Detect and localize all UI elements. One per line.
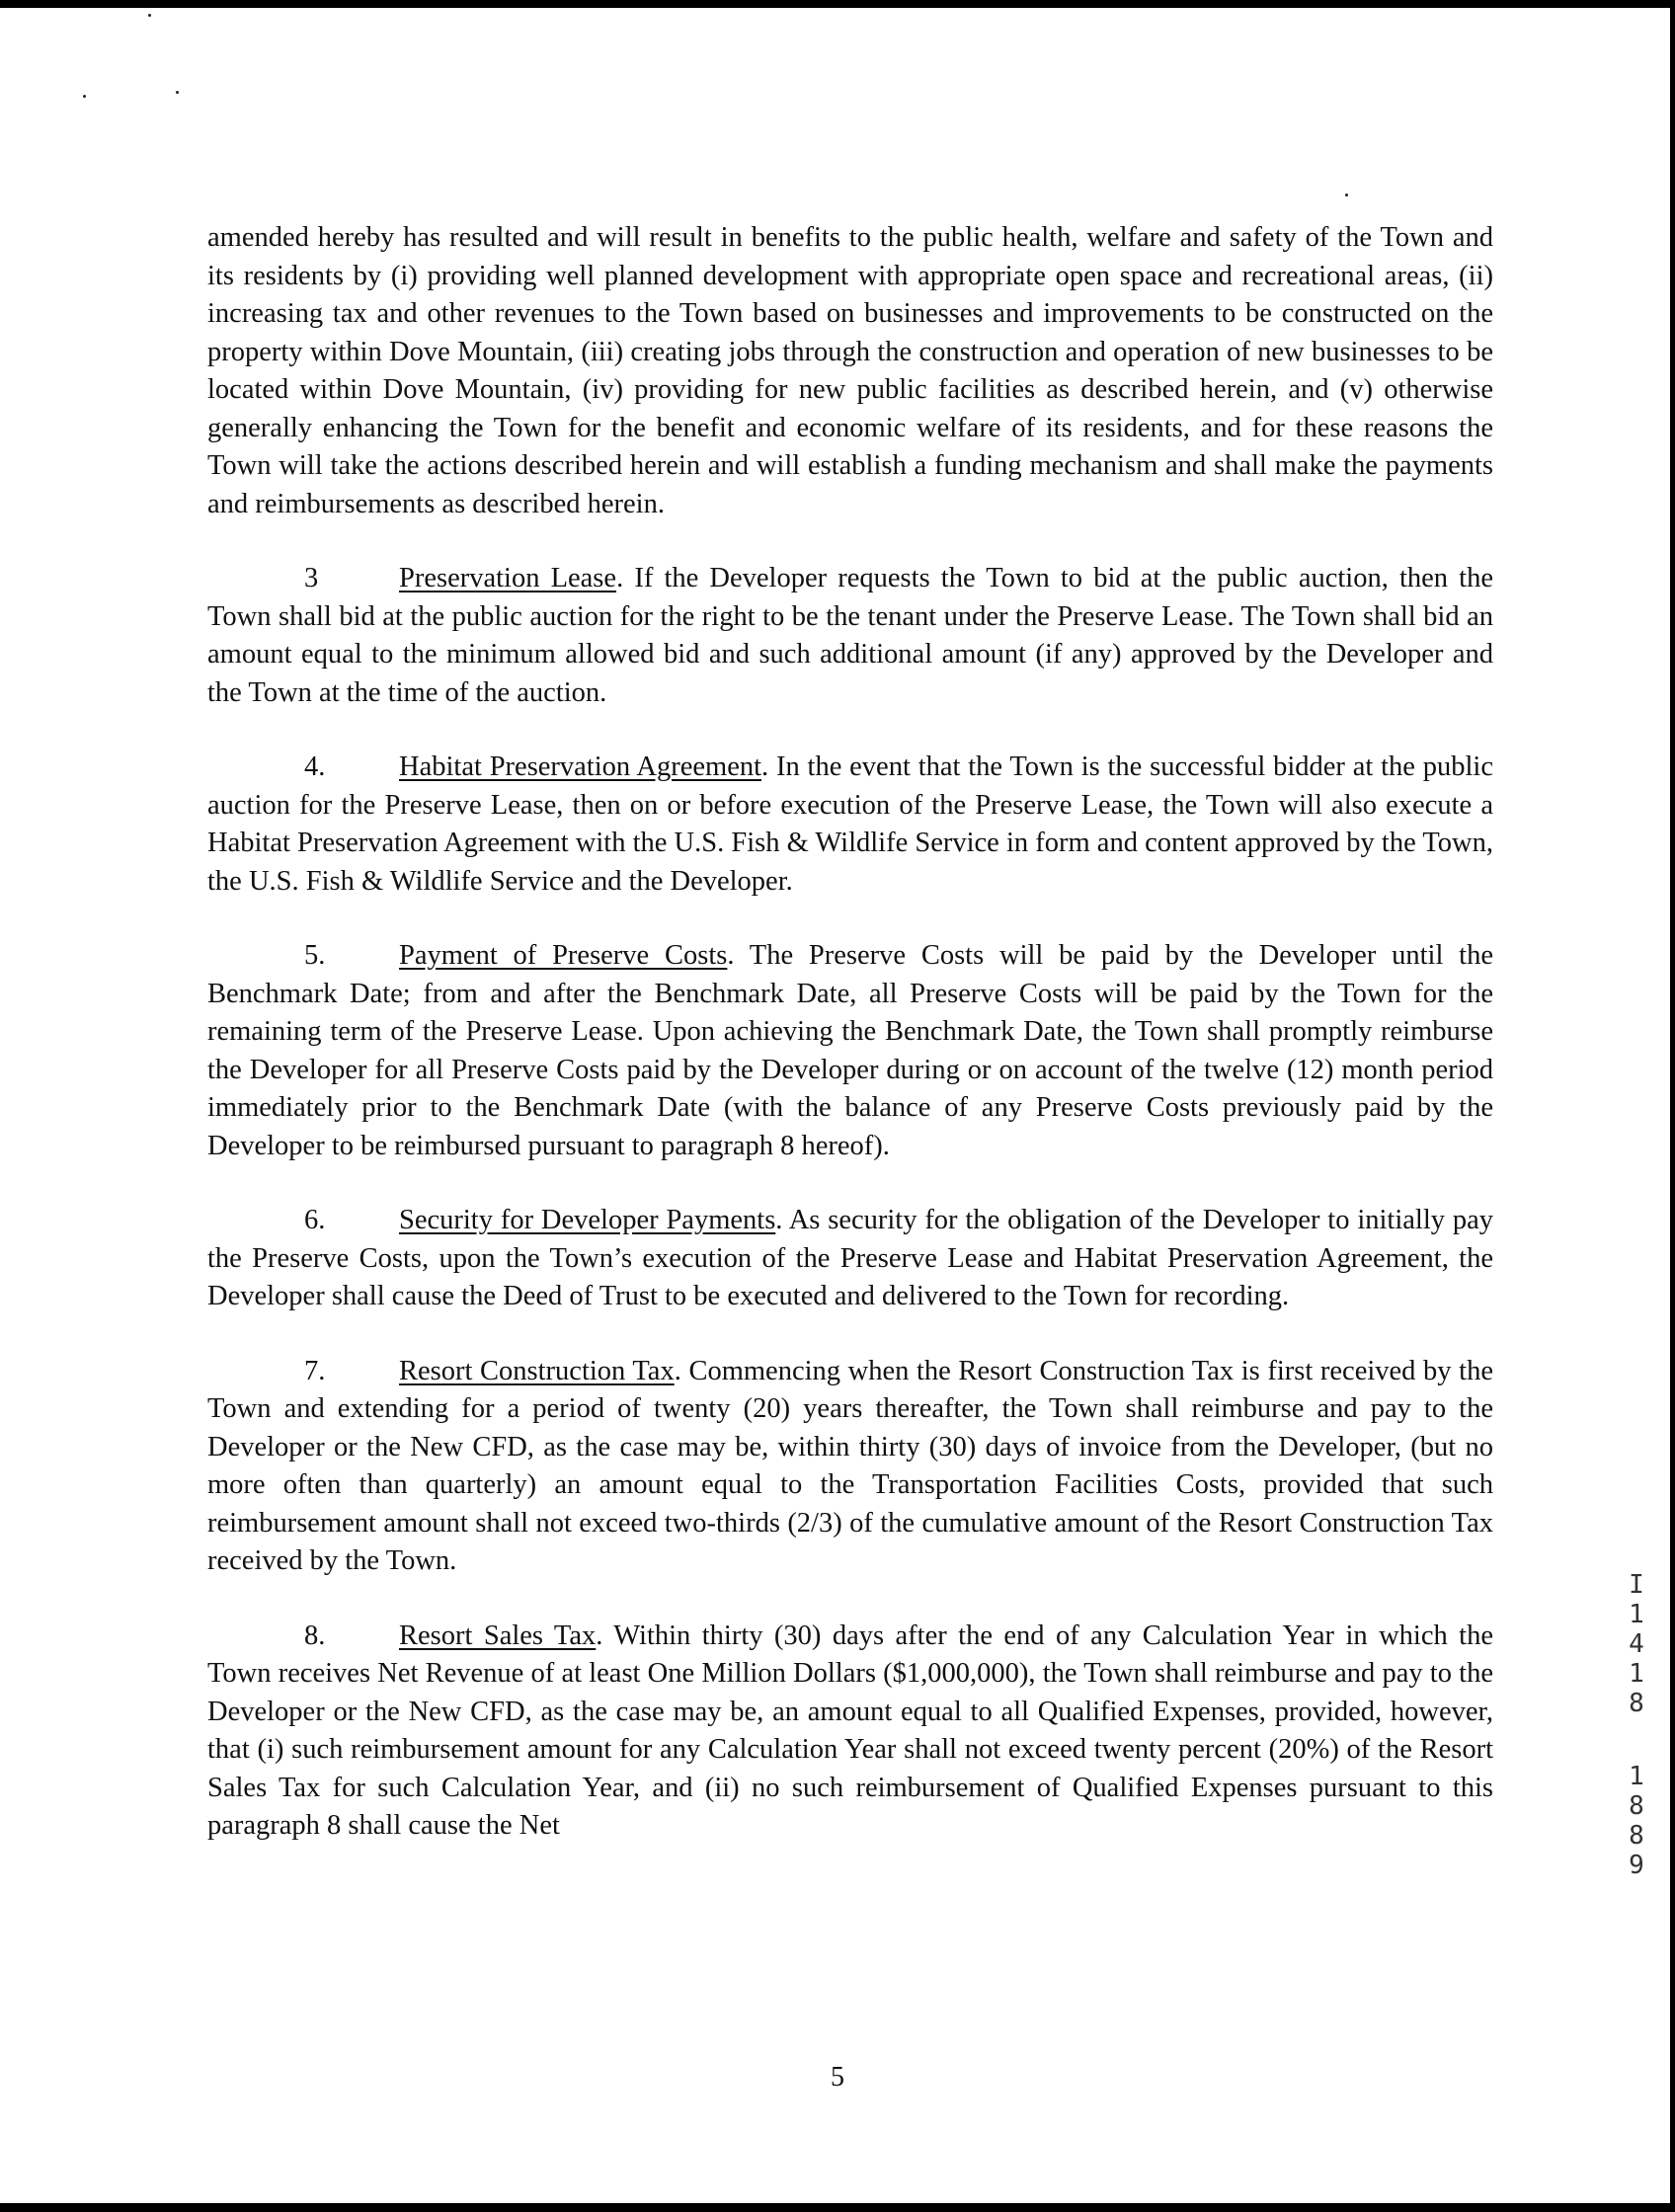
bates-stamp: [1622, 1570, 1651, 1880]
paragraph-intro: [207, 219, 1493, 523]
paragraph-number: 7.: [304, 1355, 326, 1386]
stamp-char: 1: [1629, 1600, 1644, 1629]
paragraph-number: 6.: [304, 1205, 326, 1235]
stamp-char: 9: [1629, 1851, 1644, 1880]
page-number: 5: [831, 2062, 844, 2093]
paragraph-5: 5. Payment of Preserve Costs. The Preserve Costs will be paid by the Developer until the Benchmark Date; from and after the Benchmark Date, all Preserve Costs will be paid by the Town for the remaining term of the Preserve Lease. Upon achieving the Benchmark Date, the Town shall promptly reimburse the Developer for all Preserve Costs paid by the Developer during or on account of the twelve (12) month period immediately prior to the Benchmark Date (with the balance of any Preserve Costs previously paid by the Developer to be reimbursed pursuant to paragraph 8 hereof).: [207, 937, 1493, 1165]
stamp-char: 8: [1629, 1791, 1644, 1821]
paragraph-number: 4.: [304, 751, 326, 782]
paragraph-text: As security for the obligation of the Developer to initially pay the Preserve Costs, upon the Town’s execution of the Preserve Lease and Habitat Preservation Agreement, the Developer shall cause the Deed of Trust to be executed and delivered to the Town for recording.: [207, 1205, 1493, 1311]
scan-speck: [176, 91, 179, 94]
stamp-char: 1: [1629, 1762, 1644, 1791]
paragraph-number: 5.: [304, 940, 326, 971]
paragraph-4: 4. Habitat Preservation Agreement. In the event that the Town is the successful bidder at the public auction for the Preserve Lease, then on or before execution of the Preserve Lease, the Town will also execute a Habitat Preservation Agreement with the U.S. Fish & Wildlife Service in form and content approved by the Town, the U.S. Fish & Wildlife Service and the Developer.: [207, 749, 1493, 901]
stamp-char: 8: [1629, 1821, 1644, 1851]
stamp-char: I: [1629, 1570, 1644, 1600]
stamp-char: 4: [1629, 1629, 1644, 1659]
scan-edge-bottom: [0, 2203, 1675, 2212]
stamp-char: 1: [1629, 1659, 1644, 1689]
paragraph-heading: Resort Sales Tax: [399, 1620, 597, 1651]
paragraph-text: In the event that the Town is the successful bidder at the public auction for the Preserve Lease, then on or before execution of the Preserve Lease, the Town will also execute a Habitat Preservation Agreement with the U.S. Fish & Wildlife Service in form and content approved by the Town, the U.S. Fish & Wildlife Service and the Developer.: [207, 751, 1493, 897]
paragraph-number: 8.: [304, 1620, 326, 1651]
document-body: [207, 219, 1493, 1882]
paragraph-heading: Security for Developer Payments: [399, 1205, 776, 1235]
paragraph-heading: Payment of Preserve Costs: [399, 940, 728, 971]
paragraph-text: amended hereby has resulted and will result in benefits to the public health, welfare and safety of the Town and its residents by (i) providing well planned development with appropriate open space and recreational areas, (ii) increasing tax and other revenues to the Town based on businesses and improvements to be constructed on the property within Dove Mountain, (iii) creating jobs through the construction and operation of new businesses to be located within Dove Mountain, (iv) providing for new public facilities as described herein, and (v) otherwise generally enhancing the Town for the benefit and economic welfare of its residents, and for these reasons the Town will take the actions described herein and will establish a funding mechanism and shall make the payments and reimbursements as described herein.: [207, 222, 1493, 519]
stamp-char: 8: [1629, 1689, 1644, 1718]
paragraph-heading: Resort Construction Tax: [399, 1355, 675, 1386]
scan-edge-right: [1670, 0, 1675, 2212]
paragraph-8: 8. Resort Sales Tax. Within thirty (30) days after the end of any Calculation Year in which the Town receives Net Revenue of at least One Million Dollars ($1,000,000), the Town shall reimburse and pay to the Developer or the New CFD, as the case may be, an amount equal to all Qualified Expenses, provided, however, that (i) such reimbursement amount for any Calculation Year shall not exceed twenty percent (20%) of the Resort Sales Tax for such Calculation Year, and (ii) no such reimbursement of Qualified Expenses pursuant to this paragraph 8 shall cause the Net: [207, 1618, 1493, 1846]
paragraph-text: If the Developer requests the Town to bid at the public auction, then the Town shall bid at the public auction for the right to be the tenant under the Preserve Lease. The Town shall bid an amount equal to the minimum allowed bid and such additional amount (if any) approved by the Developer and the Town at the time of the auction.: [207, 563, 1494, 708]
scan-speck: [83, 95, 86, 98]
scan-edge-top: [0, 0, 1675, 8]
paragraph-heading: Habitat Preservation Agreement: [399, 751, 762, 782]
paragraph-text: Commencing when the Resort Construction Tax is first received by the Town and extending for a period of twenty (20) years thereafter, the Town shall reimburse and pay to the Developer or the New CFD, as the case may be, within thirty (30) days of invoice from the Developer, (but no more often than quarterly) an amount equal to the Transportation Facilities Costs, provided that such reimbursement amount shall not exceed two-thirds (2/3) of the cumulative amount of the Resort Construction Tax received by the Town.: [207, 1355, 1493, 1576]
scan-speck: [1345, 194, 1348, 197]
scan-speck: [148, 14, 151, 17]
paragraph-number: 3: [304, 563, 319, 593]
paragraph-6: 6. Security for Developer Payments. As security for the obligation of the Developer to initially pay the Preserve Costs, upon the Town’s execution of the Preserve Lease and Habitat Preservation Agreement, the Developer shall cause the Deed of Trust to be executed and delivered to the Town for recording.: [207, 1202, 1493, 1316]
paragraph-7: 7. Resort Construction Tax. Commencing when the Resort Construction Tax is first received by the Town and extending for a period of twenty (20) years thereafter, the Town shall reimburse and pay to the Developer or the New CFD, as the case may be, within thirty (30) days of invoice from the Developer, (but no more often than quarterly) an amount equal to the Transportation Facilities Costs, provided that such reimbursement amount shall not exceed two-thirds (2/3) of the cumulative amount of the Resort Construction Tax received by the Town.: [207, 1353, 1493, 1581]
paragraph-3: 3 Preservation Lease. If the Developer requests the Town to bid at the public auction, then the Town shall bid at the public auction for the right to be the tenant under the Preserve Lease. The Town shall bid an amount equal to the minimum allowed bid and such additional amount (if any) approved by the Developer and the Town at the time of the auction.: [207, 560, 1493, 712]
paragraph-heading: Preservation Lease: [399, 563, 617, 593]
paragraph-text: The Preserve Costs will be paid by the Developer until the Benchmark Date; from and after the Benchmark Date, all Preserve Costs will be paid by the Town for the remaining term of the Preserve Lease. Upon achieving the Benchmark Date, the Town shall promptly reimburse the Developer for all Preserve Costs paid by the Developer during or on account of the twelve (12) month period immediately prior to the Benchmark Date (with the balance of any Preserve Costs previously paid by the Developer to be reimbursed pursuant to paragraph 8 hereof).: [207, 940, 1493, 1161]
paragraph-text: Within thirty (30) days after the end of any Calculation Year in which the Town receives Net Revenue of at least One Million Dollars ($1,000,000), the Town shall reimburse and pay to the Developer or the New CFD, as the case may be, an amount equal to all Qualified Expenses, provided, however, that (i) such reimbursement amount for any Calculation Year shall not exceed twenty percent (20%) of the Resort Sales Tax for such Calculation Year, and (ii) no such reimbursement of Qualified Expenses pursuant to this paragraph 8 shall cause the Net: [207, 1620, 1493, 1841]
